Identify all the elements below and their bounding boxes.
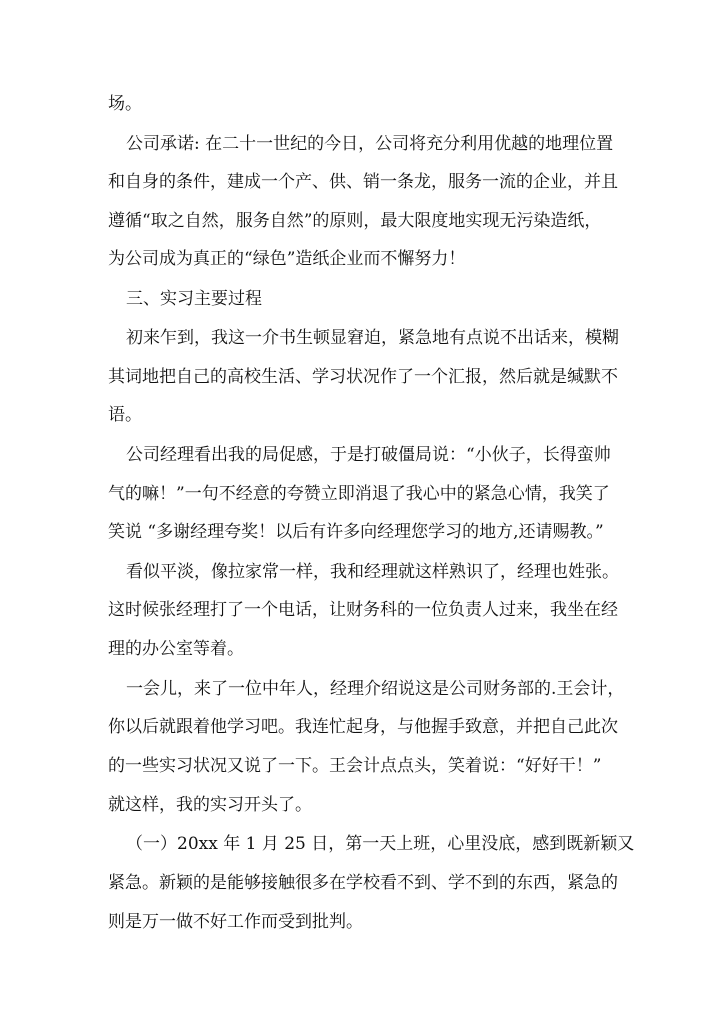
text-line: 语。: [108, 405, 142, 425]
text-line: 理的办公室等着。: [108, 639, 244, 659]
paragraph-first-day: （一）20xx 年 1 月 25 日，第一天上班，心里没底，感到既新颖又: [126, 834, 635, 854]
paragraph-manager: 公司经理看出我的局促感，于是打破僵局说：“小伙子，长得蛮帅: [126, 445, 611, 465]
paragraph-familiar: 看似平淡，像拉家常一样，我和经理就这样熟识了，经理也姓张。: [126, 562, 619, 582]
text-line: 遵循“取之自然，服务自然”的原则，最大限度地实现无污染造纸，: [108, 211, 602, 231]
text-line: 的一些实习状况又说了一下。王会计点点头，笑着说：“好好干！”: [108, 756, 602, 776]
text-line: 气的嘛！”一句不经意的夸赞立即消退了我心中的紧急心情，我笑了: [108, 484, 610, 504]
paragraph-company-promise: 公司承诺: 在二十一世纪的今日，公司将充分利用优越的地理位置: [126, 134, 614, 154]
text-line: 你以后就跟着他学习吧。我连忙起身，与他握手致意，并把自己此次: [108, 717, 618, 737]
paragraph-accountant: 一会儿，来了一位中年人，经理介绍说这是公司财务部的.王会计，: [126, 679, 625, 699]
section-heading: 三、实习主要过程: [126, 289, 262, 309]
text-line: 就这样，我的实习开头了。: [108, 795, 312, 815]
text-line: 笑说 “多谢经理夸奖！以后有许多向经理您学习的地方,还请赐教。”: [108, 522, 604, 542]
text-line: 场。: [108, 94, 142, 114]
text-line: 紧急。新颖的是能够接触很多在学校看不到、学不到的东西，紧急的: [108, 873, 618, 893]
text-line: 其词地把自己的高校生活、学习状况作了一个汇报，然后就是缄默不: [108, 367, 618, 387]
text-line: 和自身的条件，建成一个产、供、销一条龙，服务一流的企业，并且: [108, 172, 618, 192]
text-line: 这时候张经理打了一个电话，让财务科的一位负责人过来，我坐在经: [108, 600, 618, 620]
paragraph-arrival: 初来乍到，我这一介书生顿显窘迫，紧急地有点说不出话来，模糊: [126, 328, 619, 348]
text-line: 则是万一做不好工作而受到批判。: [108, 912, 363, 932]
text-line: 为公司成为真正的“绿色”造纸企业而不懈努力！: [108, 249, 466, 269]
